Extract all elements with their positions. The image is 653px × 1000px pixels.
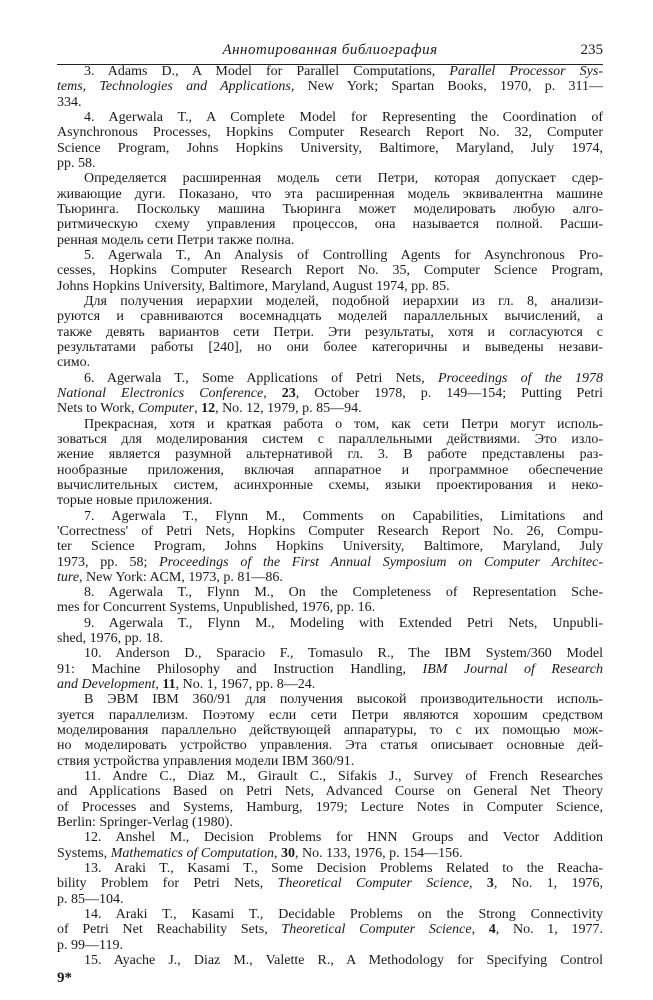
text-run: , No. 1, 1976, [493, 876, 603, 892]
text-line [57, 692, 603, 707]
text-line [57, 846, 603, 861]
bold-volume: 30 [281, 845, 296, 861]
text-line [57, 922, 603, 937]
text-line [57, 600, 603, 615]
text-run: , No. 12, 1979, p. 85—94. [215, 401, 362, 417]
text-run: , [471, 922, 489, 938]
text-run: Прекрасная, хотя и краткая работа о том, как сети Петри могут исполь- [84, 416, 603, 432]
text-line [57, 401, 603, 416]
text-line [57, 279, 603, 294]
text-line [57, 355, 603, 370]
reference-entry [57, 509, 603, 586]
italic-title: ture [57, 569, 80, 585]
text-run: 15. Ayache J., Diaz M., Valette R., A Methodology for Specifying Control [84, 953, 603, 969]
text-run: , [469, 876, 487, 892]
italic-title: Proceedings of the 1978 [437, 370, 603, 386]
bold-volume: 11 [162, 677, 176, 693]
text-line [57, 171, 603, 186]
text-run: 1973, pp. 58; [57, 554, 160, 570]
text-line [57, 708, 603, 723]
page-header [57, 42, 603, 65]
text-run: Berlin: Springer-Verlag (1980). [57, 815, 233, 831]
text-run: p. 99—119. [57, 937, 123, 953]
text-line [57, 800, 603, 815]
text-line [57, 815, 603, 830]
text-run: Для получения иерархии моделей, подобной иерархии из гл. 8, анализи- [84, 293, 603, 309]
text-line [57, 371, 603, 386]
text-run: 6. Agerwala T., Some Applications of Petri Nets, [84, 370, 438, 386]
text-line [57, 876, 603, 891]
reference-entry [57, 907, 603, 953]
text-run: Asynchronous Processes, Hopkins Computer Research Report No. 32, Computer [57, 125, 603, 141]
italic-title: Theoretical Computer Science [281, 922, 472, 938]
reference-entry [57, 861, 603, 907]
text-run: , New York: ACM, 1973, p. 81—86. [79, 569, 283, 585]
reference-entry [57, 646, 603, 692]
text-line [57, 493, 603, 508]
text-run: руются и сравниваются восемнадцать моделей параллельных вычислений, а [57, 309, 603, 325]
text-run: 12. Anshel M., Decision Problems for HNN Groups and Vector Addition [84, 830, 603, 846]
text-run: 13. Araki T., Kasami T., Some Decision Problems Related to the Reacha- [84, 861, 603, 877]
text-line [57, 907, 603, 922]
bibliography-body [57, 64, 603, 968]
text-line [57, 754, 603, 769]
text-line [57, 156, 603, 171]
bold-volume: 12 [201, 401, 216, 417]
text-line [57, 631, 603, 646]
text-run: 11. Andre C., Diaz M., Girault C., Sifakis J., Survey of French Researches [84, 769, 603, 785]
text-line [57, 325, 603, 340]
text-line [57, 784, 603, 799]
text-line [57, 417, 603, 432]
text-line [57, 738, 603, 753]
text-line [57, 141, 603, 156]
reference-entry [57, 110, 603, 171]
annotation-paragraph [57, 171, 603, 248]
text-line [57, 539, 603, 554]
text-run: 14. Araki T., Kasami T., Decidable Problems on the Strong Connectivity [84, 907, 603, 923]
italic-title: Computer [138, 401, 195, 417]
text-line [57, 953, 603, 968]
text-run: В ЭВМ IBM 360/91 для получения высокой производительности исполь- [84, 692, 603, 708]
text-run: также девять вариантов сети Петри. Эти результаты, хотя и согласуются с [57, 324, 603, 340]
text-run: моделирования параллельно действующей аппаратуры, то с их помощью мож- [57, 723, 603, 739]
text-line [57, 95, 603, 110]
text-run: Определяется расширенная модель сети Петри, которая допускает сдер- [84, 171, 603, 187]
text-line [57, 294, 603, 309]
text-run: , [155, 677, 163, 693]
text-run: Тьюринга. Поскольку машина Тьюринга может моделировать любую алго- [57, 201, 603, 217]
text-line [57, 938, 603, 953]
reference-entry [57, 248, 603, 294]
text-run: , No. 1, 1977. [495, 922, 603, 938]
bold-volume: 4 [488, 922, 496, 938]
text-line [57, 263, 603, 278]
text-run: симо. [57, 355, 91, 371]
text-run: mes for Concurrent Systems, Unpublished, 1976, pp. 16. [57, 600, 376, 616]
text-run: , No. 1, 1967, pp. 8—24. [175, 677, 316, 693]
text-run: , No. 133, 1976, p. 154—156. [295, 845, 463, 861]
text-line [57, 570, 603, 585]
text-line [57, 677, 603, 692]
text-run: , New York; Spartan Books, 1970, p. 311— [290, 79, 603, 95]
text-run: вычислительных систем, асинхронные схемы, языки проектирования и неко- [57, 477, 603, 493]
italic-title: IBM Journal of Research [422, 661, 604, 677]
text-run: , October 1978, p. 149—154; Putting Petri [295, 385, 603, 401]
reference-entry [57, 769, 603, 830]
text-line [57, 509, 603, 524]
reference-entry [57, 616, 603, 647]
text-line [57, 447, 603, 462]
text-line [57, 340, 603, 355]
reference-entry [57, 585, 603, 616]
text-line [57, 79, 603, 94]
text-run: 'Correctness' of Petri Nets, Hopkins Computer Research Report No. 26, Compu- [57, 523, 603, 539]
text-line [57, 386, 603, 401]
italic-title: tems, Technologies and Applications [57, 79, 291, 95]
bold-volume: 23 [281, 385, 296, 401]
text-line [57, 110, 603, 125]
reference-entry [57, 830, 603, 861]
reference-entry [57, 953, 603, 968]
text-run: ритмическую схему управления процессов, она называется полной. Расши- [57, 217, 603, 233]
text-run: of Processes and Systems, Hamburg, 1979; Lecture Notes in Computer Science, [57, 799, 603, 815]
page-number: 235 [580, 42, 603, 58]
text-run: 91: Machine Philosophy and Instruction Handling, [57, 661, 423, 677]
text-run: 10. Anderson D., Sparacio F., Tomasulo R., The IBM System/360 Model [84, 646, 603, 662]
text-run: and Applications Based on Petri Nets, Advanced Course on General Net Theory [57, 784, 603, 800]
annotation-paragraph [57, 692, 603, 769]
text-run: ренная модель сети Петри также полна. [57, 232, 295, 248]
text-run: 5. Agerwala T., An Analysis of Controlling Agents for Asynchronous Pro- [84, 247, 603, 263]
text-line [57, 646, 603, 661]
text-run: Systems, [57, 845, 111, 861]
text-run: p. 85—104. [57, 891, 124, 907]
text-line [57, 463, 603, 478]
annotation-paragraph [57, 417, 603, 509]
text-run: 334. [57, 94, 82, 110]
running-title: Аннотированная библиография [222, 42, 438, 58]
text-run: ствия устройства управления модели IBM 360/91. [57, 753, 355, 769]
text-line [57, 309, 603, 324]
text-run: bility Problem for Petri Nets, [57, 876, 278, 892]
reference-entry [57, 64, 603, 110]
text-run: жение является разумной альтернативой гл. 3. В работе представлены раз- [57, 447, 603, 463]
text-line [57, 555, 603, 570]
text-run: 7. Agerwala T., Flynn M., Comments on Capabilities, Limitations and [84, 508, 603, 524]
text-run: 9. Agerwala T., Flynn M., Modeling with Extended Petri Nets, Unpubli- [84, 615, 603, 631]
text-line [57, 64, 603, 79]
italic-title: Theoretical Computer Science [277, 876, 470, 892]
text-line [57, 187, 603, 202]
text-line [57, 616, 603, 631]
text-run: , [194, 401, 202, 417]
text-run: shed, 1976, pp. 18. [57, 631, 164, 647]
text-line [57, 432, 603, 447]
text-run: результатами работы [240], но они более категоричны и выведены незави- [57, 339, 603, 355]
text-run: зуется параллелизм. Поэтому если сети Петри являются хорошим средством [57, 707, 603, 723]
italic-title: Proceedings of the First Annual Symposium on Computer Architec- [159, 554, 604, 570]
text-run: , [274, 845, 282, 861]
text-line [57, 125, 603, 140]
bold-volume: 3 [486, 876, 494, 892]
text-run: нообразные приложения, включая аппаратное и программное обеспечение [57, 462, 603, 478]
text-run: pp. 58. [57, 155, 96, 171]
text-line [57, 202, 603, 217]
text-run: зоваться для моделирования систем с параллельными действиями. Это изло- [57, 431, 603, 447]
text-line [57, 248, 603, 263]
italic-title: and Development [57, 677, 156, 693]
text-line [57, 585, 603, 600]
text-run: торые новые приложения. [57, 493, 213, 509]
text-run: Nets to Work, [57, 401, 139, 417]
italic-title: Mathematics of Computation [110, 845, 275, 861]
text-line [57, 662, 603, 677]
text-run: 4. Agerwala T., A Complete Model for Representing the Coordination of [84, 109, 603, 125]
text-run: of Petri Net Reachability Sets, [57, 922, 282, 938]
annotation-paragraph [57, 294, 603, 371]
signature-mark: 9* [57, 970, 72, 986]
text-run: cesses, Hopkins Computer Research Report No. 35, Computer Science Program, [57, 263, 603, 279]
text-line [57, 524, 603, 539]
text-run: , [263, 385, 282, 401]
text-run: 8. Agerwala T., Flynn M., On the Completeness of Representation Sche- [84, 585, 603, 601]
text-run: ter Science Program, Johns Hopkins University, Baltimore, Maryland, July [57, 539, 603, 555]
text-run: но моделировать устройство управления. Эта статья описывает основные дей- [57, 738, 603, 754]
text-line [57, 861, 603, 876]
reference-entry [57, 371, 603, 417]
italic-title: National Electronics Conference [57, 385, 264, 401]
text-line [57, 478, 603, 493]
text-run: 3. Adams D., A Model for Parallel Computations, [84, 64, 450, 79]
text-line [57, 217, 603, 232]
text-run: Johns Hopkins University, Baltimore, Maryland, August 1974, pp. 85. [57, 278, 450, 294]
text-run: живающие дуги. Показано, что эта расширенная модель эквивалентна машине [57, 186, 603, 202]
italic-title: Parallel Processor Sys- [449, 64, 603, 79]
text-run: Science Program, Johns Hopkins University, Baltimore, Maryland, July 1974, [57, 140, 603, 156]
text-line [57, 892, 603, 907]
text-line [57, 830, 603, 845]
text-line [57, 769, 603, 784]
text-line [57, 723, 603, 738]
text-line [57, 233, 603, 248]
